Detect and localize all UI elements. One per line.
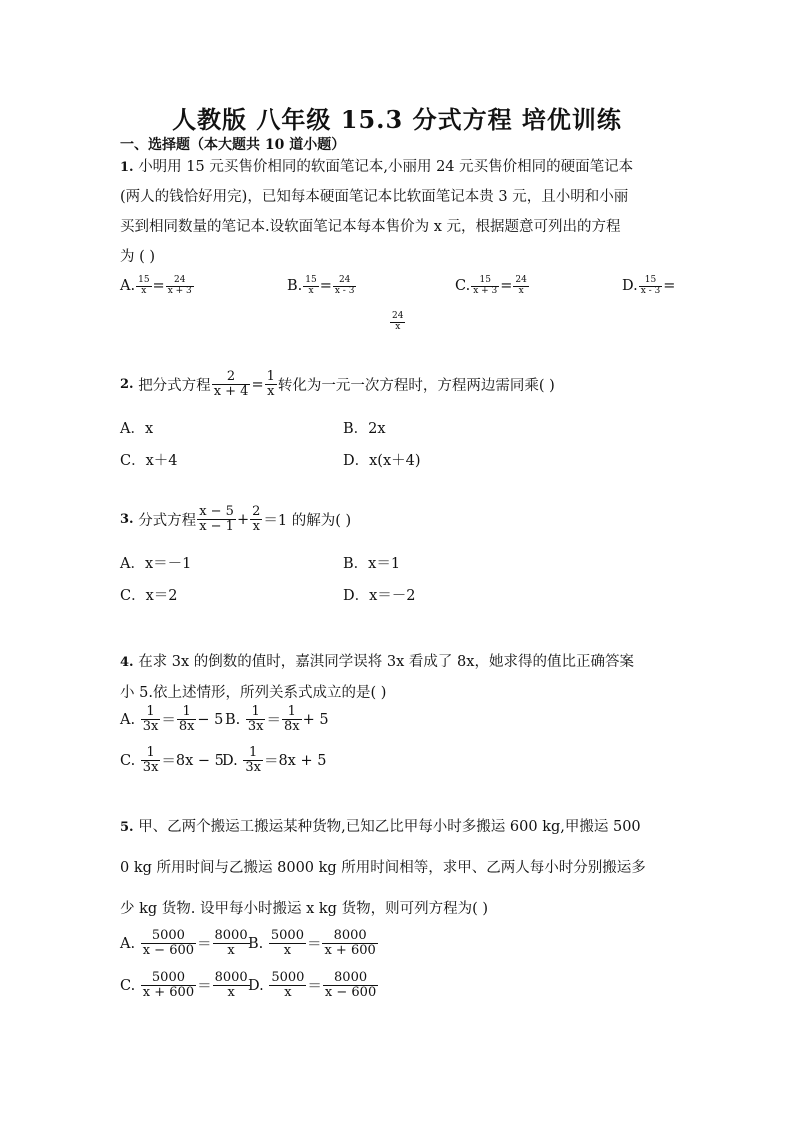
q3-option-c[interactable]: C．x＝2 <box>120 588 178 604</box>
q4-option-a[interactable]: A. $\frac{1}{3x}$ ＝ $\frac{1}{8x}$ − 5 <box>120 704 224 735</box>
q5-line-2: 0 kg 所用时间与乙搬运 8000 kg 所用时间相等，求甲、乙两人每小时分别搬运多 <box>120 860 646 876</box>
q4-number: 4. <box>120 655 134 670</box>
fraction: $\frac{5000}{x - 600}$ <box>142 928 195 959</box>
q4-option-d[interactable]: D. $\frac{1}{3x}$ ＝ 8x + 5 <box>222 745 327 776</box>
q1-line-2: (两人的钱恰好用完)，已知每本硬面笔记本比软面笔记本贵 3 元，且小明和小丽 <box>120 189 629 205</box>
q1-option-d-rhs <box>389 312 406 333</box>
option-label: C. <box>120 977 136 994</box>
q5-line-3: 少 kg 货物. 设甲每小时搬运 x kg 货物，则可列方程为( ) <box>120 901 488 917</box>
fraction: $\frac{2}{x + 4}$ <box>213 369 249 400</box>
fraction: $\frac{15}{x - 3}$ <box>640 275 661 296</box>
q4-option-c[interactable]: C. $\frac{1}{3x}$ ＝ 8x − 5 <box>120 745 224 776</box>
expression-rhs: 8x + 5 <box>278 752 327 769</box>
expression-tail: + 5 <box>302 711 329 728</box>
q5-option-c[interactable]: C. $\frac{5000}{x + 600}$ ＝ $\frac{8000}{x}$ <box>120 970 248 1001</box>
expression-rhs: 8x − 5 <box>175 752 224 769</box>
q2-option-c[interactable]: C．x＋4 <box>120 453 178 469</box>
equals-sign: = <box>152 278 165 295</box>
fraction: $\frac{1}{x}$ <box>266 369 275 400</box>
fraction: $\frac{8000}{x}$ <box>214 928 248 959</box>
option-label: C. <box>120 752 136 769</box>
option-label: D. <box>248 977 264 994</box>
fraction: $\frac{15}{x + 3}$ <box>473 275 498 296</box>
fraction: $\frac{1}{3x}$ <box>142 704 159 735</box>
fraction: $\frac{2}{x}$ <box>252 504 261 535</box>
fraction: $\frac{1}{8x}$ <box>283 704 300 735</box>
q4-option-b[interactable]: B. $\frac{1}{3x}$ ＝ $\frac{1}{8x}$ + 5 <box>225 704 329 735</box>
option-label: B. <box>248 935 264 952</box>
fraction: $\frac{5000}{x + 600}$ <box>142 970 195 1001</box>
q1-line-3: 买到相同数量的笔记本.设软面笔记本每本售价为 x 元，根据题意可列出的方程 <box>120 219 621 235</box>
fraction: $\frac{15}{x}$ <box>305 275 317 296</box>
q1-option-b[interactable] <box>287 276 357 297</box>
equals-sign: = <box>500 278 513 295</box>
section-heading: 一、选择题（本大题共 10 道小题） <box>120 137 346 153</box>
option-label: C. <box>455 278 471 295</box>
q5-text-1: 甲、乙两个搬运工搬运某种货物,已知乙比甲每小时多搬运 600 kg,甲搬运 500 <box>138 819 641 835</box>
q3-option-a[interactable]: A．x＝－1 <box>120 556 192 572</box>
q3-number: 3. <box>120 512 134 528</box>
q2-text-pre: 把分式方程 <box>138 378 211 395</box>
equals-sign: = <box>663 278 676 295</box>
fraction: $\frac{1}{3x}$ <box>142 745 159 776</box>
q5-option-d[interactable]: D. $\frac{5000}{x}$ ＝ $\frac{8000}{x - 600}$ <box>248 970 377 1001</box>
q5-option-b[interactable]: B. $\frac{5000}{x}$ ＝ $\frac{8000}{x + 600}$ <box>248 928 376 959</box>
q2-stem <box>120 370 555 400</box>
q1-option-d[interactable] <box>622 276 675 297</box>
q2-option-d[interactable]: D．x(x＋4) <box>343 453 421 469</box>
q5-number: 5. <box>120 820 134 835</box>
q1-option-a[interactable] <box>120 276 195 297</box>
q2-option-a[interactable]: A．x <box>120 421 154 437</box>
q1-number: 1. <box>120 160 134 175</box>
q3-text-post: ＝1 的解为( ) <box>263 513 352 530</box>
q2-text-post: 转化为一元一次方程时，方程两边需同乘( ) <box>277 378 555 395</box>
fraction: $\frac{15}{x}$ <box>138 275 150 296</box>
fraction: $\frac{24}{x}$ <box>515 275 527 296</box>
q2-option-b[interactable]: B．2x <box>343 421 386 437</box>
q1-line-1 <box>120 155 633 176</box>
fraction: $\frac{1}{3x}$ <box>245 745 261 776</box>
q1-option-c[interactable] <box>455 276 530 297</box>
option-label: A. <box>120 935 136 952</box>
option-label: D. <box>622 278 638 295</box>
q4-line-2: 小 5.依上述情形，所列关系式成立的是( ) <box>120 685 387 701</box>
q3-text-pre: 分式方程 <box>138 513 197 530</box>
fraction: $\frac{8000}{x}$ <box>214 970 248 1001</box>
q4-line-1 <box>120 650 634 671</box>
fraction: $\frac{x - 5}{x - 1}$ <box>199 504 234 535</box>
q1-line-4: 为 ( ) <box>120 249 156 265</box>
fraction: $\frac{5000}{x}$ <box>270 928 304 959</box>
q3-option-d[interactable]: D．x＝－2 <box>343 588 416 604</box>
q3-stem <box>120 505 351 535</box>
q2-number: 2. <box>120 377 134 393</box>
option-label: B. <box>287 278 303 295</box>
fraction: $\frac{1}{8x}$ <box>178 704 195 735</box>
q1-text-1: 小明用 15 元买售价相同的软面笔记本,小丽用 24 元买售价相同的硬面笔记本 <box>138 159 634 175</box>
q4-text-1: 在求 3x 的倒数的值时，嘉淇同学误将 3x 看成了 8x，她求得的值比正确答案 <box>138 654 634 670</box>
option-label: A. <box>120 711 136 728</box>
fraction: $\frac{24}{x - 3}$ <box>334 275 355 296</box>
option-label: B. <box>225 711 241 728</box>
page-title: 人教版 八年级 15.3 分式方程 培优训练 <box>172 105 622 134</box>
fraction: $\frac{8000}{x + 600}$ <box>324 928 376 959</box>
fraction: $\frac{24}{x}$ <box>392 311 404 332</box>
fraction: $\frac{8000}{x - 600}$ <box>324 970 377 1001</box>
equals-sign: = <box>319 278 332 295</box>
plus-sign: + <box>236 511 250 528</box>
q3-option-b[interactable]: B．x＝1 <box>343 556 401 572</box>
option-label: A. <box>120 278 136 295</box>
equals-sign: = <box>251 376 264 393</box>
fraction: $\frac{1}{3x}$ <box>247 704 264 735</box>
expression-tail: − 5 <box>197 711 224 728</box>
fraction: $\frac{5000}{x}$ <box>271 970 305 1001</box>
option-label: D. <box>222 752 238 769</box>
fraction: $\frac{24}{x + 3}$ <box>167 275 192 296</box>
q5-option-a[interactable]: A. $\frac{5000}{x - 600}$ ＝ $\frac{8000}{x}$ <box>120 928 248 959</box>
q5-line-1 <box>120 815 641 836</box>
